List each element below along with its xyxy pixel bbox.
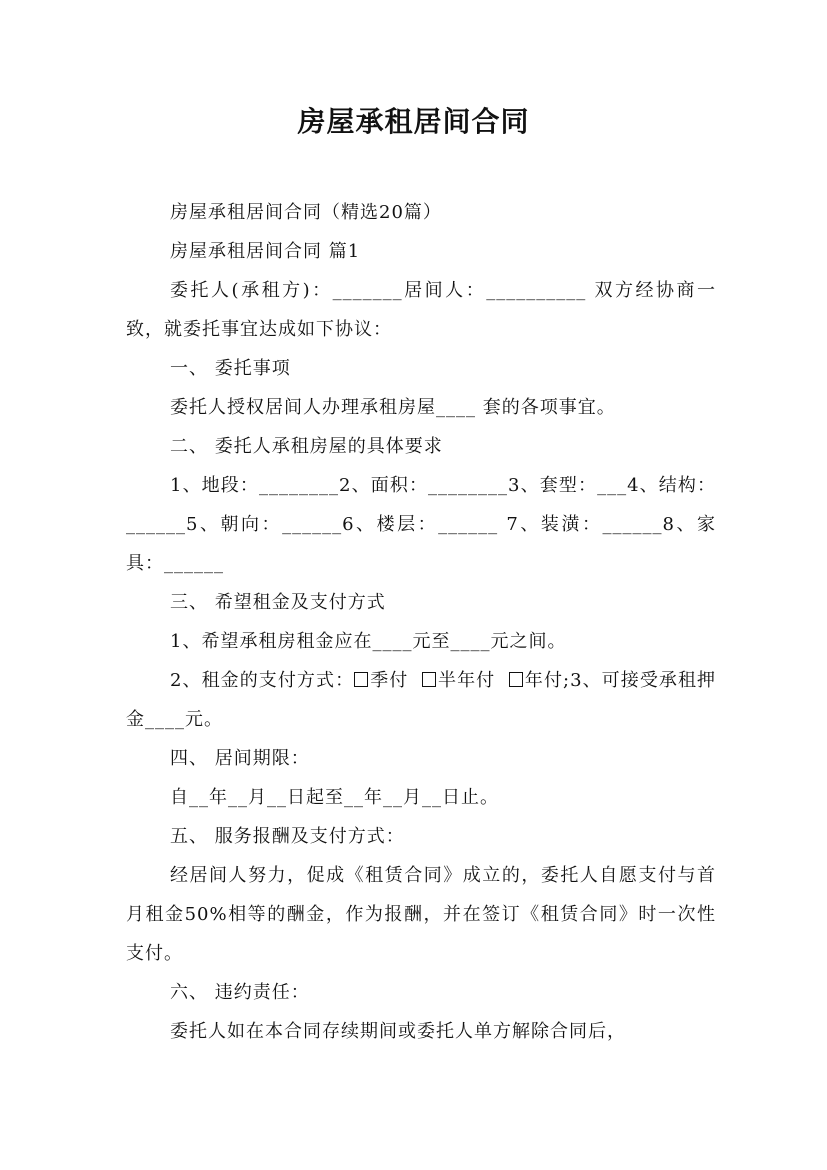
option-yearly: 年付;3、可接受承租押金____元。 <box>126 670 717 730</box>
paragraph-subtitle: 房屋承租居间合同（精选20篇） <box>170 202 442 223</box>
paragraph-parties: 委托人(承租方)：_______居间人：__________ 双方经协商一致，就委托事宜达成如下协议： <box>126 280 716 340</box>
clause-heading-5: 五、 服务报酬及支付方式： <box>170 826 405 847</box>
clause-heading-4: 四、 居间期限： <box>170 748 310 769</box>
checkbox-quarterly[interactable] <box>354 672 368 687</box>
paragraph-section-heading: 房屋承租居间合同 篇1 <box>170 241 361 262</box>
payment-method-label: 2、租金的支付方式： <box>170 670 355 691</box>
clause-heading-6: 六、 违约责任： <box>170 982 310 1003</box>
option-quarterly: 季付 <box>370 670 409 691</box>
paragraph-liability: 委托人如在本合同存续期间或委托人单方解除合同后， <box>170 1021 626 1042</box>
document-title: 房屋承租居间合同 <box>297 105 530 138</box>
clause-heading-1: 一、 委托事项 <box>170 358 291 379</box>
paragraph-term: 自__年__月__日起至__年__月__日止。 <box>170 787 499 808</box>
checkbox-yearly[interactable] <box>509 672 523 687</box>
document-body <box>126 193 716 1051</box>
clause-heading-3: 三、 希望租金及支付方式 <box>170 592 386 613</box>
paragraph-commission: 经居间人努力，促成《租赁合同》成立的，委托人自愿支付与首月租金50%相等的酬金，作为报酬，并在签订《租赁合同》时一次性支付。 <box>126 865 716 964</box>
checkbox-half-year[interactable] <box>422 672 436 687</box>
paragraph-requirements: 1、地段：________2、面积：________3、套型：___4、结构：______5、朝向：______6、楼层：______ 7、装潢：______8、家具：______ <box>126 475 716 574</box>
paragraph-payment-method <box>126 661 716 739</box>
option-half-year: 半年付 <box>437 670 496 691</box>
paragraph-entrust: 委托人授权居间人办理承租房屋____ 套的各项事宜。 <box>170 397 616 418</box>
clause-heading-2: 二、 委托人承租房屋的具体要求 <box>170 436 443 457</box>
paragraph-rent-range: 1、希望承租房租金应在____元至____元之间。 <box>170 631 567 652</box>
